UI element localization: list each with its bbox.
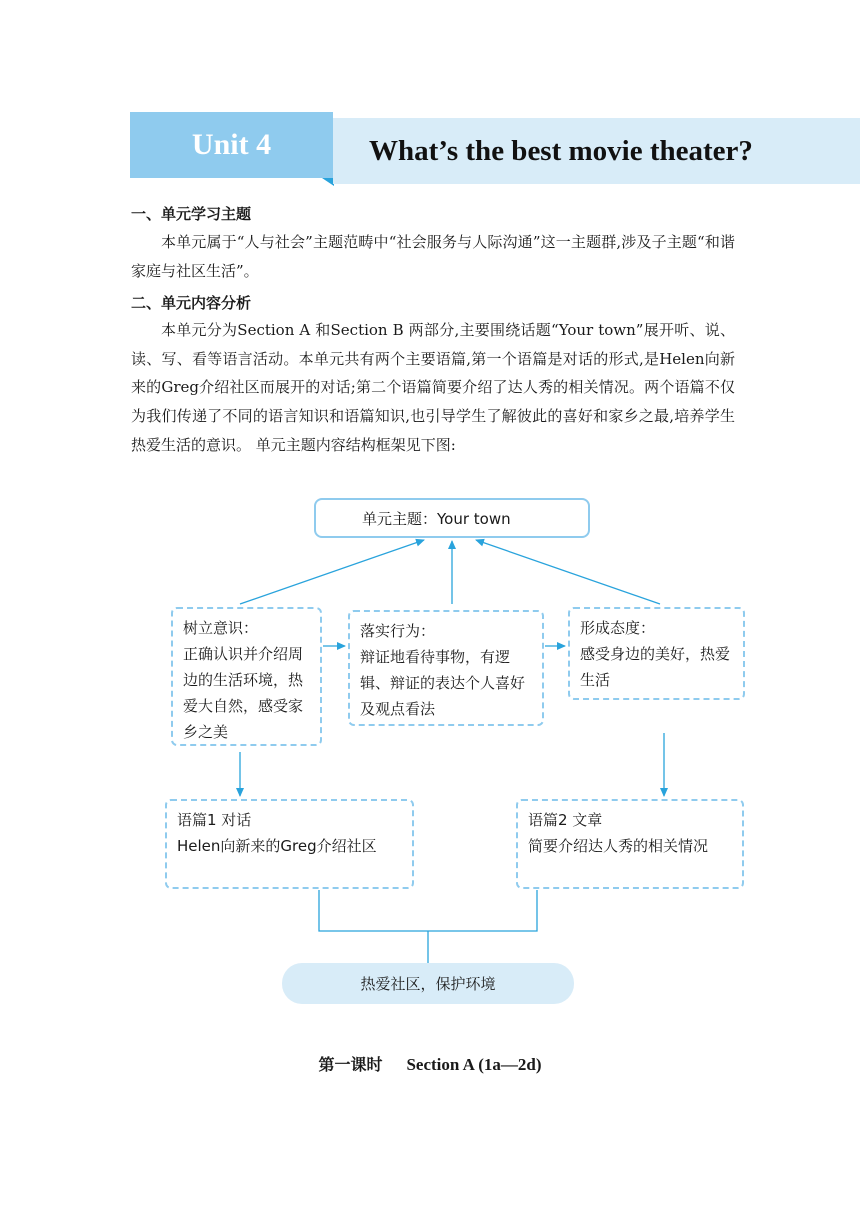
text1-label: 语篇1 对话 bbox=[177, 811, 252, 829]
conclusion-pill: 热爱社区，保护环境 bbox=[282, 963, 574, 1004]
action-box bbox=[348, 610, 544, 726]
attitude-title: 形成态度： bbox=[580, 619, 656, 637]
attitude-box bbox=[568, 607, 745, 700]
awareness-title: 树立意识： bbox=[183, 619, 259, 637]
arrow-box3-to-topic bbox=[476, 540, 660, 604]
lesson-title bbox=[0, 1052, 860, 1075]
arrow-box1-to-topic bbox=[240, 540, 424, 604]
action-title: 落实行为： bbox=[360, 622, 436, 640]
attitude-body: 感受身边的美好，热爱生活 bbox=[580, 645, 731, 689]
text2-label: 语篇2 文章 bbox=[528, 811, 603, 829]
text2-box bbox=[516, 799, 744, 889]
unit-title: What’s the best movie theater? bbox=[333, 118, 860, 184]
unit-topic-box: 单元主题：Your town bbox=[314, 498, 590, 538]
bracket-texts-to-conclusion bbox=[319, 890, 537, 931]
unit-label: Unit 4 bbox=[130, 112, 333, 178]
text1-box bbox=[165, 799, 414, 889]
text2-desc: 简要介绍达人秀的相关情况 bbox=[528, 837, 709, 855]
section1-heading: 一、单元学习主题 bbox=[131, 205, 252, 223]
section2-heading: 二、单元内容分析 bbox=[131, 294, 252, 312]
section1-paragraph: 本单元属于“人与社会”主题范畴中“社会服务与人际沟通”这一主题群,涉及子主题“和谐家庭与社区生活”。 bbox=[131, 233, 735, 280]
awareness-box bbox=[171, 607, 322, 746]
text1-desc: Helen向新来的Greg介绍社区 bbox=[177, 837, 377, 855]
section2-paragraph: 本单元分为Section A 和Section B 两部分,主要围绕话题“Your town”展开听、说、读、写、看等语言活动。本单元共有两个主要语篇,第一个语篇是对话的形式,是Helen向新来的Greg介绍社区而展开的对话;第二个语篇简要介绍了达人秀的相关情况。两个语篇不仅为我们传递了不同的语言知识和语篇知识,也引导学生了解彼此的喜好和家乡之最,培养学生热爱生活的意识。 单元主题内容结构框架见下图: bbox=[131, 321, 735, 454]
lesson-period: 第一课时 bbox=[318, 1055, 383, 1074]
awareness-body: 正确认识并介绍周边的生活环境，热爱大自然，感受家乡之美 bbox=[183, 645, 304, 741]
action-body: 辩证地看待事物，有逻辑、辩证的表达个人喜好及观点看法 bbox=[360, 648, 526, 718]
lesson-section: Section A (1a—2d) bbox=[406, 1055, 542, 1074]
